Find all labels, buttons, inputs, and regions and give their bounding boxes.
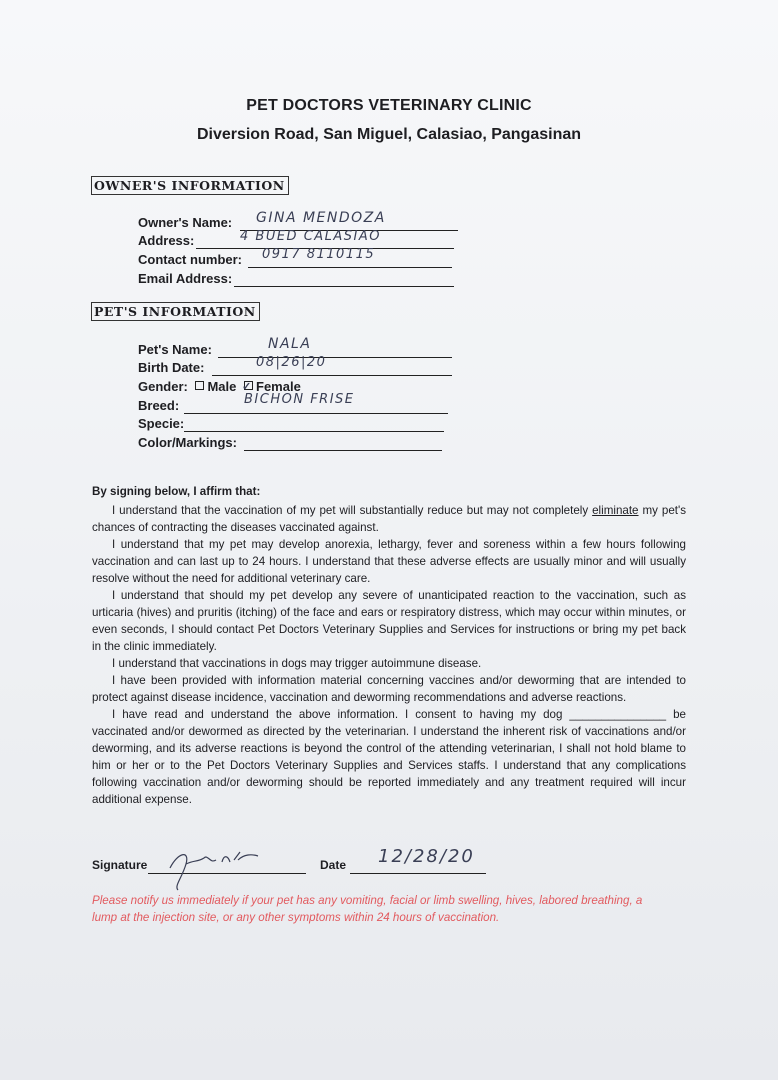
- consent-paragraph-5: I have been provided with information material concerning vaccines and/or deworming that are intended to protect against disease incidence, vaccination and deworming recommendations and adverse reactions.: [92, 674, 686, 704]
- contact-number-label: Contact number:: [138, 252, 242, 267]
- owner-address-label: Address:: [138, 233, 195, 248]
- pet-section-title: PET'S INFORMATION: [91, 302, 260, 321]
- contact-number-value: 0917 8110115: [262, 247, 376, 262]
- male-option-label: Male: [207, 379, 237, 394]
- email-line: [234, 270, 454, 287]
- check-mark-icon: ✓: [242, 381, 252, 393]
- consent-p1-text: I understand that the vaccination of my pet will substantially reduce but may not completely: [112, 504, 593, 517]
- color-markings-label: Color/Markings:: [138, 435, 237, 450]
- pet-name-label: Pet's Name:: [138, 342, 212, 357]
- consent-paragraph-1: [92, 502, 686, 536]
- birth-date-value: 08|26|20: [256, 355, 327, 370]
- date-value: 12/28/20: [378, 846, 475, 867]
- owner-address-value: 4 BUED CALASIAO: [240, 229, 382, 244]
- consent-paragraph-6: I have read and understand the above information. I consent to having my dog _______________ be vaccinated and/or dewormed as directed by the veterinarian. I understand the inherent risk of vaccinations and/or deworming, and its adverse reactions is beyond the control of the attending veterinarian, I shall not hold blame to him or her or to the Pet Doctors Veterinary Supplies and Services staffs. I understand that any complications following vaccination and/or deworming should be reported immediately and any treatment required will incur additional expense.: [92, 708, 686, 806]
- birth-date-label: Birth Date:: [138, 360, 205, 375]
- clinic-name: PET DOCTORS VETERINARY CLINIC: [246, 97, 532, 114]
- consent-paragraph-4: I understand that vaccinations in dogs may trigger autoimmune disease.: [112, 657, 482, 670]
- consent-heading: By signing below, I affirm that:: [92, 485, 261, 498]
- pet-name-line: [218, 341, 452, 358]
- male-checkbox[interactable]: [195, 381, 204, 390]
- consent-paragraph-3: I understand that should my pet develop any severe of unanticipated reaction to the vaccination, such as urticaria (hives) and pruritis (itching) of the face and ears or respiratory distress, which may occur within minutes, or even seconds, I should contact Pet Doctors Veterinary Supplies and Services for instructions or bring my pet back in the clinic immediately.: [92, 589, 686, 653]
- color-markings-line: [244, 434, 442, 451]
- email-label: Email Address:: [138, 271, 233, 286]
- specie-label: Specie:: [138, 416, 185, 431]
- signature-scribble: [160, 842, 280, 892]
- consent-p1-underlined: eliminate: [592, 504, 639, 517]
- female-option-label: Female: [256, 379, 301, 394]
- pet-name-value: NALA: [268, 336, 312, 352]
- specie-line: [184, 415, 444, 432]
- signature-label: Signature: [92, 858, 148, 872]
- birth-date-line: [212, 359, 452, 376]
- owner-section-title: OWNER'S INFORMATION: [91, 176, 289, 195]
- post-vaccination-notice: Please notify us immediately if your pet has any vomiting, facial or limb swelling, hives, labored breathing, a lump at the injection site, or any other symptoms within 24 hours of vaccination.: [92, 894, 643, 924]
- breed-value: BICHON FRISE: [244, 392, 355, 407]
- consent-paragraph-2: I understand that my pet may develop anorexia, lethargy, fever and soreness within a few hours following vaccination and can last up to 24 hours. I understand that these adverse effects are usually minor and will usually resolve without the need for additional veterinary care.: [92, 538, 686, 585]
- breed-label: Breed:: [138, 398, 180, 413]
- gender-label: Gender:: [138, 379, 188, 394]
- owner-name-label: Owner's Name:: [138, 215, 233, 230]
- clinic-address: Diversion Road, San Miguel, Calasiao, Pangasinan: [196, 126, 582, 143]
- owner-name-value: GINA MENDOZA: [256, 210, 386, 226]
- consent-body: [92, 502, 686, 808]
- consent-p1-text-end: my pet's chances of contracting the diseases vaccinated against.: [92, 504, 686, 534]
- female-checkbox[interactable]: [242, 381, 253, 393]
- date-label: Date: [320, 858, 347, 872]
